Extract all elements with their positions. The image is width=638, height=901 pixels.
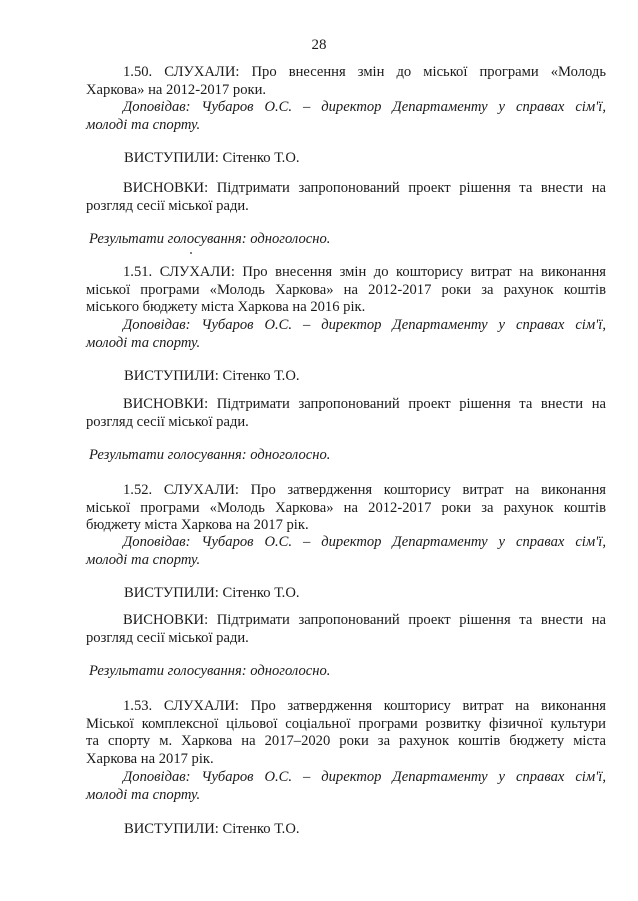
item-1-51-reporter [86, 317, 606, 352]
reporter-line: молоді та спорту. [86, 334, 201, 351]
heard-line: міського бюджету міста Харкова на 2016 рік. [86, 299, 366, 316]
reporter-line: молоді та спорту. [86, 116, 201, 133]
item-1-51-result: Результати голосування: одноголосно. [89, 447, 331, 463]
page-number: 28 [311, 37, 327, 53]
conclusions-line: ВИСНОВКИ: Підтримати запропонований проект рішення та внести на [123, 612, 606, 628]
conclusions-line: ВИСНОВКИ: Підтримати запропонований проект рішення та внести на [123, 396, 606, 412]
reporter-line: молоді та спорту. [86, 551, 201, 568]
item-1-53-spoke: ВИСТУПИЛИ: Сітенко Т.О. [124, 821, 300, 837]
heard-line: міської програми «Молодь Харкова» на 2012-2017 роки за рахунок коштів [86, 281, 606, 298]
conclusions-line: ВИСНОВКИ: Підтримати запропонований проект рішення та внести на [123, 180, 606, 196]
item-1-51-heard [86, 264, 606, 317]
reporter-line: Доповідав: Чубаров О.С. – директор Департаменту у справах сім'ї, [123, 769, 606, 785]
item-1-50-heard [86, 64, 606, 99]
item-1-50-conclusions [86, 180, 606, 215]
item-1-51-spoke: ВИСТУПИЛИ: Сітенко Т.О. [124, 368, 300, 384]
heard-line: Харкова на 2017 рік. [86, 750, 214, 767]
reporter-line: молоді та спорту. [86, 786, 201, 803]
item-1-50-result: Результати голосування: одноголосно. [89, 231, 331, 247]
item-1-52-conclusions [86, 612, 606, 647]
item-1-52-reporter [86, 534, 606, 569]
heard-line: та спорту м. Харкова на 2017–2020 роки за рахунок коштів бюджету міста [86, 733, 606, 750]
item-1-52-result: Результати голосування: одноголосно. [89, 663, 331, 679]
item-1-51-conclusions [86, 396, 606, 431]
item-1-52-heard [86, 482, 606, 535]
reporter-line: Доповідав: Чубаров О.С. – директор Департаменту у справах сім'ї, [123, 534, 606, 550]
heard-line: 1.50. СЛУХАЛИ: Про внесення змін до міської програми «Молодь [123, 64, 606, 80]
heard-line: 1.53. СЛУХАЛИ: Про затвердження кошторису витрат на виконання [123, 698, 606, 714]
reporter-line: Доповідав: Чубаров О.С. – директор Департаменту у справах сім'ї, [123, 317, 606, 333]
item-1-50-spoke: ВИСТУПИЛИ: Сітенко Т.О. [124, 150, 300, 166]
conclusions-line: розгляд сесії міської ради. [86, 629, 249, 646]
heard-line: 1.52. СЛУХАЛИ: Про затвердження кошторису витрат на виконання [123, 482, 606, 498]
item-1-52-spoke: ВИСТУПИЛИ: Сітенко Т.О. [124, 585, 300, 601]
heard-line: міської програми «Молодь Харкова» на 2012-2017 роки за рахунок коштів [86, 499, 606, 516]
heard-line: 1.51. СЛУХАЛИ: Про внесення змін до кошторису витрат на виконання [123, 264, 606, 280]
heard-line: бюджету міста Харкова на 2017 рік. [86, 517, 309, 534]
item-1-53-reporter [86, 769, 606, 804]
heard-line: Харкова» на 2012-2017 роки. [86, 81, 267, 98]
item-1-50-reporter [86, 99, 606, 134]
reporter-line: Доповідав: Чубаров О.С. – директор Департаменту у справах сім'ї, [123, 99, 606, 115]
heard-line: Міської комплексної цільової соціальної програми розвитку фізичної культури [86, 715, 606, 732]
conclusions-line: розгляд сесії міської ради. [86, 197, 249, 214]
scan-speck [190, 252, 192, 254]
conclusions-line: розгляд сесії міської ради. [86, 413, 249, 430]
item-1-53-heard [86, 698, 606, 768]
